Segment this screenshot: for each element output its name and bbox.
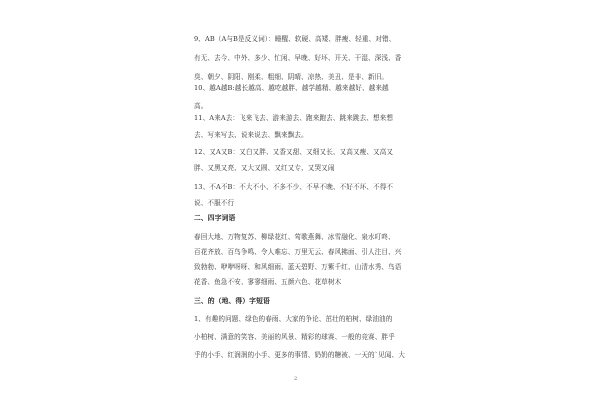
idioms-line-2: 百花齐放、百鸟争鸣、令人难忘、万里无云、春风拂面、引人注目、兴	[194, 248, 402, 256]
item-9-line-2: 有无、去今、中外、多少、忙闲、早晚、好坏、开关、干湿、深浅、香	[194, 54, 402, 62]
idioms-line-3: 致勃勃、咿咿呀呀、和风细雨、蓝天碧野、万紫千红、山清水秀、鸟语	[194, 263, 402, 271]
section-heading-four-character-words: 二、四字词语	[194, 214, 236, 222]
item-10-line-1: 10、越A越B:越长越高、越吃越胖、越学越精、越来越好、越来越	[194, 84, 389, 92]
item-13-line-1: 13、不A不B：不大不小、不多不少、不早不晚、不好不坏、不得不	[194, 183, 394, 191]
item-11-line-1: 11、A来A去：飞来飞去、游来游去、跑来跑去、跳来跳去、想来想	[194, 114, 394, 122]
item-9-line-3: 臭、朝夕、阴阳、刚柔、粗细、阴晴、凉热、美丑、是非、新旧。	[194, 73, 389, 81]
item-9-line-1: 9、AB（A与B是反义词）：睡醒、软硬、高矮、胖瘦、轻重、对错、	[194, 35, 396, 43]
item-12-line-1: 12、又A又B：又白又胖、又香又甜、又细又长、又高又瘦、又高又	[194, 148, 394, 156]
item-10-line-2: 高。	[194, 102, 208, 110]
phrases-line-2: 小柏树、满意的笑容、美丽的风景、精彩的球赛、一般的竞赛、胖乎	[194, 333, 395, 341]
item-11-line-2: 去、写来写去、说来说去、飘来飘去。	[194, 131, 308, 139]
idioms-line-1: 春回大地、万物复苏、柳绿花红、莺歌燕舞、冰雪融化、泉水叮咚、	[194, 233, 395, 241]
item-13-line-2: 说、不服不行	[194, 199, 235, 207]
item-12-line-2: 胖、又黑又亮、又大又圆、又红又专、又哭又闹	[194, 164, 335, 172]
page-number: 2	[294, 376, 298, 382]
phrases-line-1: 1、有趣的问题、绿色的春雨、大家的争论、茁壮的柏树、绿油油的	[194, 315, 393, 323]
section-heading-de-phrases: 三、的（地、得）字短语	[194, 297, 270, 305]
phrases-line-3: 乎的小手、红润润的小手、更多的事情、奶奶的糖被、一天的`见闻、大	[194, 351, 405, 359]
idioms-line-4: 花香、鱼急不安、寥寥细雨、五颜六色、花草树木	[194, 278, 342, 286]
